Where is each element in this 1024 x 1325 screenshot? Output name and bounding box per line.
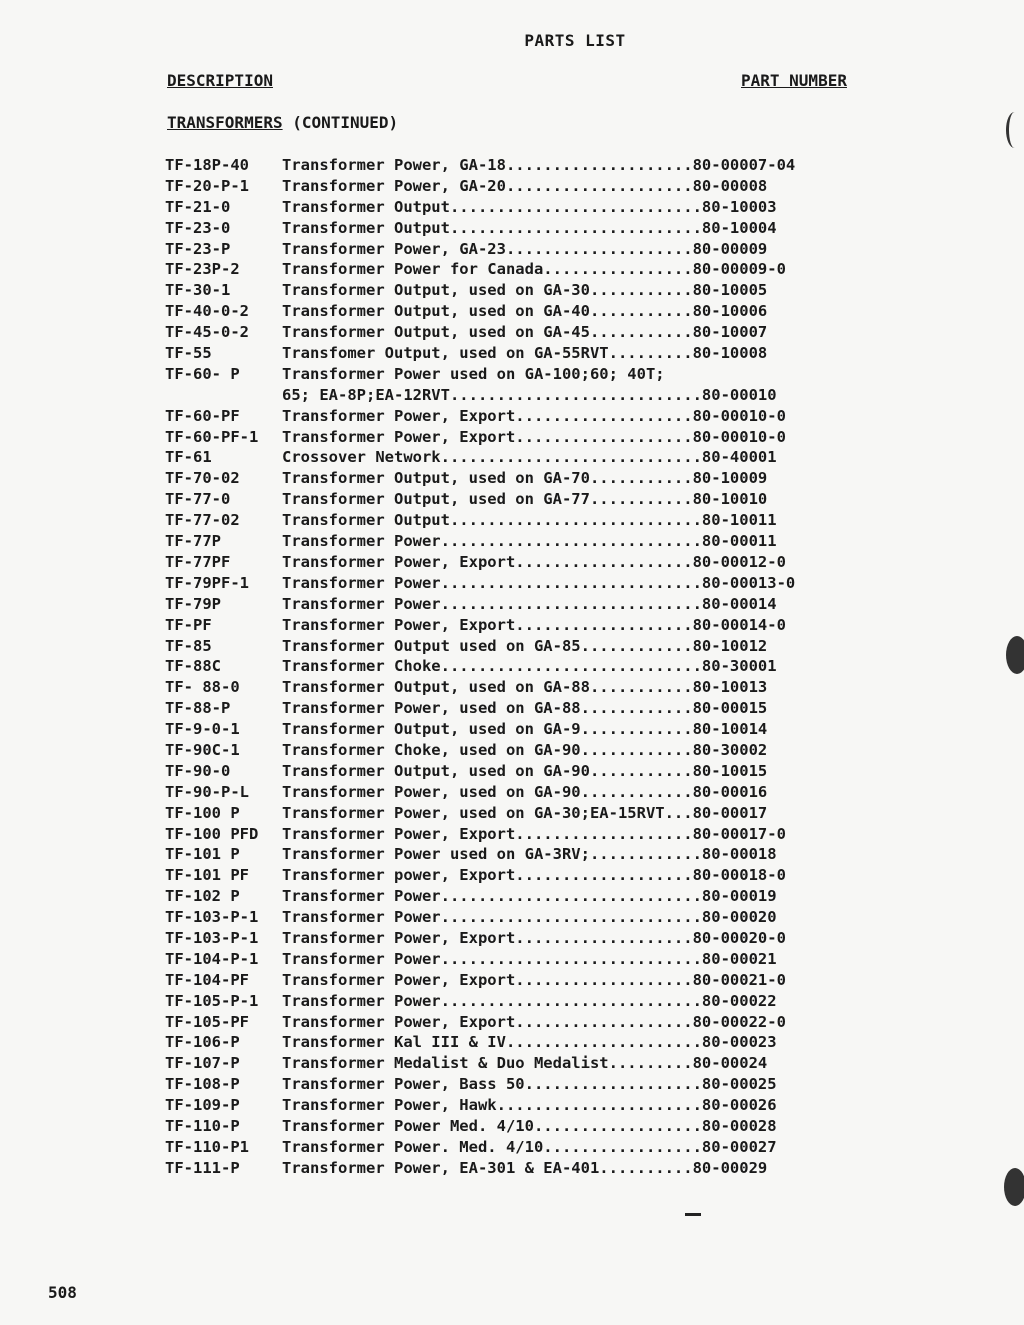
part-description: Transformer Output, used on GA-9............80-10014 <box>282 720 768 739</box>
part-description: Transformer Choke............................80-30001 <box>282 657 777 676</box>
parts-list-row <box>165 364 885 406</box>
page-number: 508 <box>48 1283 77 1302</box>
part-description: Transformer Power, Export...................80-00010-0 <box>282 406 786 425</box>
part-description: Transformer Output, used on GA-88...........80-10013 <box>282 678 768 697</box>
parts-list-row <box>165 907 885 928</box>
part-description: Transformer Power, GA-23....................80-00009 <box>282 239 768 258</box>
parts-list-row <box>165 1116 885 1137</box>
parts-list-row <box>165 865 885 886</box>
part-description: Transformer Power, Export...................80-00017-0 <box>282 824 786 843</box>
part-description: Transformer Output...........................80-10011 <box>282 511 777 530</box>
parts-list-row <box>165 176 885 197</box>
parts-list-row <box>165 468 885 489</box>
part-number-column-header: PART NUMBER <box>741 71 847 90</box>
part-code: TF-88-P <box>165 699 231 718</box>
part-description: Transformer Power............................80-00019 <box>282 887 777 906</box>
parts-list-row <box>165 844 885 865</box>
parts-list-row <box>165 740 885 761</box>
parts-list-row <box>165 1095 885 1116</box>
part-code: TF-110-P1 <box>165 1137 249 1156</box>
parts-list-row <box>165 886 885 907</box>
part-description: Transformer Power............................80-00021 <box>282 949 777 968</box>
part-code: TF-90C-1 <box>165 740 240 759</box>
part-description: Transformer power, Export...................80-00018-0 <box>282 866 786 885</box>
part-code: TF-77PF <box>165 552 231 571</box>
parts-list-row <box>165 155 885 176</box>
part-code: TF-101 PF <box>165 866 249 885</box>
part-code: TF-107-P <box>165 1054 240 1073</box>
part-code: TF-103-P-1 <box>165 908 259 927</box>
part-code: TF-106-P <box>165 1033 240 1052</box>
part-code: TF-102 P <box>165 887 240 906</box>
part-code: TF- 88-0 <box>165 678 240 697</box>
part-code: TF-23-P <box>165 239 231 258</box>
parts-list-row <box>165 531 885 552</box>
parts-list <box>165 155 885 1179</box>
parts-list-row <box>165 447 885 468</box>
parts-list-row <box>165 803 885 824</box>
part-description: Transformer Power............................80-00022 <box>282 991 777 1010</box>
parts-list-row <box>165 677 885 698</box>
part-description: Transformer Output...........................80-10003 <box>282 197 777 216</box>
part-code: TF-109-P <box>165 1096 240 1115</box>
part-code: TF-105-PF <box>165 1012 249 1031</box>
parts-list-row <box>165 343 885 364</box>
part-code: TF-100 PFD <box>165 824 259 843</box>
part-description: Transformer Kal III & IV.....................80-00023 <box>282 1033 777 1052</box>
part-code: TF-90-0 <box>165 761 231 780</box>
part-code: TF-104-PF <box>165 970 249 989</box>
part-description: Transformer Power, GA-20....................80-00008 <box>282 176 768 195</box>
parts-list-row <box>165 406 885 427</box>
part-code: TF-60-PF-1 <box>165 427 259 446</box>
part-code: TF-111-P <box>165 1158 240 1177</box>
section-heading <box>167 113 398 132</box>
parts-list-row <box>165 280 885 301</box>
parts-list-row <box>165 1032 885 1053</box>
part-code: TF-104-P-1 <box>165 949 259 968</box>
part-description: Transformer Power............................80-00014 <box>282 594 777 613</box>
parts-list-row <box>165 552 885 573</box>
part-code: TF-105-P-1 <box>165 991 259 1010</box>
parts-list-row <box>165 1053 885 1074</box>
part-description: Transformer Medalist & Duo Medalist.........80-00024 <box>282 1054 768 1073</box>
parts-list-row <box>165 928 885 949</box>
part-description: Transformer Power, Export...................80-00012-0 <box>282 552 786 571</box>
parts-list-row <box>165 489 885 510</box>
binder-hole-mark <box>1006 636 1024 674</box>
part-code: TF-23-0 <box>165 218 231 237</box>
part-code: TF-20-P-1 <box>165 176 249 195</box>
parts-list-row <box>165 782 885 803</box>
part-description: Crossover Network............................80-40001 <box>282 448 777 467</box>
part-description: Transformer Power for Canada................80-00009-0 <box>282 260 786 279</box>
part-code: TF-18P-40 <box>165 156 249 174</box>
part-description: Transformer Power, Export...................80-00010-0 <box>282 427 786 446</box>
parts-list-row <box>165 301 885 322</box>
binder-hole-mark <box>1004 1168 1024 1206</box>
parts-list-row <box>165 636 885 657</box>
part-code: TF-61 <box>165 448 212 467</box>
parts-list-row <box>165 824 885 845</box>
part-description: Transformer Output, used on GA-45...........80-10007 <box>282 323 768 342</box>
part-description: Transformer Power used on GA-3RV;............80-00018 <box>282 845 777 864</box>
scan-dash-mark <box>685 1213 701 1216</box>
part-description: Transformer Output...........................80-10004 <box>282 218 777 237</box>
part-code: TF-PF <box>165 615 212 634</box>
parts-list-row <box>165 573 885 594</box>
part-description: Transfomer Output, used on GA-55RVT.........80-10008 <box>282 344 768 363</box>
part-description: Transformer Output, used on GA-30...........80-10005 <box>282 281 768 300</box>
part-code: TF-108-P <box>165 1075 240 1094</box>
part-description: Transformer Power, used on GA-88............80-00015 <box>282 699 768 718</box>
part-description: Transformer Power, EA-301 & EA-401..........80-00029 <box>282 1158 768 1177</box>
part-description: Transformer Output, used on GA-40...........80-10006 <box>282 302 768 321</box>
part-code: TF-101 P <box>165 845 240 864</box>
part-description: Transformer Power. Med. 4/10.................80-00027 <box>282 1137 777 1156</box>
part-description: Transformer Output used on GA-85............80-10012 <box>282 636 768 655</box>
section-heading-main: TRANSFORMERS <box>167 113 283 132</box>
parts-list-row <box>165 656 885 677</box>
part-code: TF-23P-2 <box>165 260 240 279</box>
parts-list-row <box>165 615 885 636</box>
part-description: Transformer Power Med. 4/10..................80-00028 <box>282 1116 777 1135</box>
parts-list-row <box>165 259 885 280</box>
part-code: TF-110-P <box>165 1116 240 1135</box>
part-code: TF-90-P-L <box>165 782 249 801</box>
parts-list-row <box>165 719 885 740</box>
part-code: TF-77P <box>165 532 221 551</box>
parts-list-row <box>165 1158 885 1179</box>
part-description: Transformer Power, Bass 50...................80-00025 <box>282 1075 777 1094</box>
parts-list-row <box>165 197 885 218</box>
parts-list-row <box>165 427 885 448</box>
part-description: Transformer Power, Export...................80-00022-0 <box>282 1012 786 1031</box>
part-description: Transformer Power............................80-00011 <box>282 532 777 551</box>
parts-list-row <box>165 239 885 260</box>
part-code: TF-79PF-1 <box>165 573 249 592</box>
part-description: Transformer Output, used on GA-90...........80-10015 <box>282 761 768 780</box>
parts-list-row <box>165 698 885 719</box>
part-code: TF-70-02 <box>165 469 240 488</box>
parts-list-row <box>165 970 885 991</box>
part-description: Transformer Power, Export...................80-00021-0 <box>282 970 786 989</box>
part-code: TF-100 P <box>165 803 240 822</box>
parts-list-row <box>165 322 885 343</box>
part-description: Transformer Choke, used on GA-90............80-30002 <box>282 740 768 759</box>
part-code: TF-103-P-1 <box>165 928 259 947</box>
parts-list-row <box>165 1137 885 1158</box>
binder-hole-mark <box>1006 112 1023 148</box>
page-title: PARTS LIST <box>524 31 626 50</box>
part-description: Transformer Power used on GA-100;60; 40T; 65; EA-8P;EA-12RVT...........................80-00010 <box>282 364 777 404</box>
part-code: TF-40-0-2 <box>165 302 249 321</box>
part-code: TF-21-0 <box>165 197 231 216</box>
parts-list-row <box>165 1012 885 1033</box>
parts-list-row <box>165 1074 885 1095</box>
part-code: TF-45-0-2 <box>165 323 249 342</box>
parts-list-row <box>165 761 885 782</box>
part-description: Transformer Power............................80-00013-0 <box>282 573 796 592</box>
part-description: Transformer Power, GA-18....................80-00007-04 <box>282 156 796 174</box>
parts-list-row <box>165 991 885 1012</box>
part-code: TF-55 <box>165 344 212 363</box>
description-column-header: DESCRIPTION <box>167 71 273 90</box>
part-code: TF-77-02 <box>165 511 240 530</box>
part-description: Transformer Power............................80-00020 <box>282 908 777 927</box>
part-code: TF-9-0-1 <box>165 720 240 739</box>
parts-list-row <box>165 949 885 970</box>
part-code: TF-77-0 <box>165 490 231 509</box>
section-heading-suffix: (CONTINUED) <box>282 113 399 132</box>
part-description: Transformer Output, used on GA-77...........80-10010 <box>282 490 768 509</box>
part-description: Transformer Power, Export...................80-00020-0 <box>282 928 786 947</box>
part-code: TF-60-PF <box>165 406 240 425</box>
part-code: TF-60- P <box>165 364 240 383</box>
parts-list-row <box>165 218 885 239</box>
parts-list-row <box>165 510 885 531</box>
part-code: TF-85 <box>165 636 212 655</box>
part-code: TF-79P <box>165 594 221 613</box>
part-code: TF-88C <box>165 657 221 676</box>
part-description: Transformer Power, Export...................80-00014-0 <box>282 615 786 634</box>
part-description: Transformer Power, Hawk......................80-00026 <box>282 1096 777 1115</box>
part-description: Transformer Output, used on GA-70...........80-10009 <box>282 469 768 488</box>
part-description: Transformer Power, used on GA-30;EA-15RVT...80-00017 <box>282 803 768 822</box>
parts-list-row <box>165 594 885 615</box>
part-description: Transformer Power, used on GA-90............80-00016 <box>282 782 768 801</box>
part-code: TF-30-1 <box>165 281 231 300</box>
